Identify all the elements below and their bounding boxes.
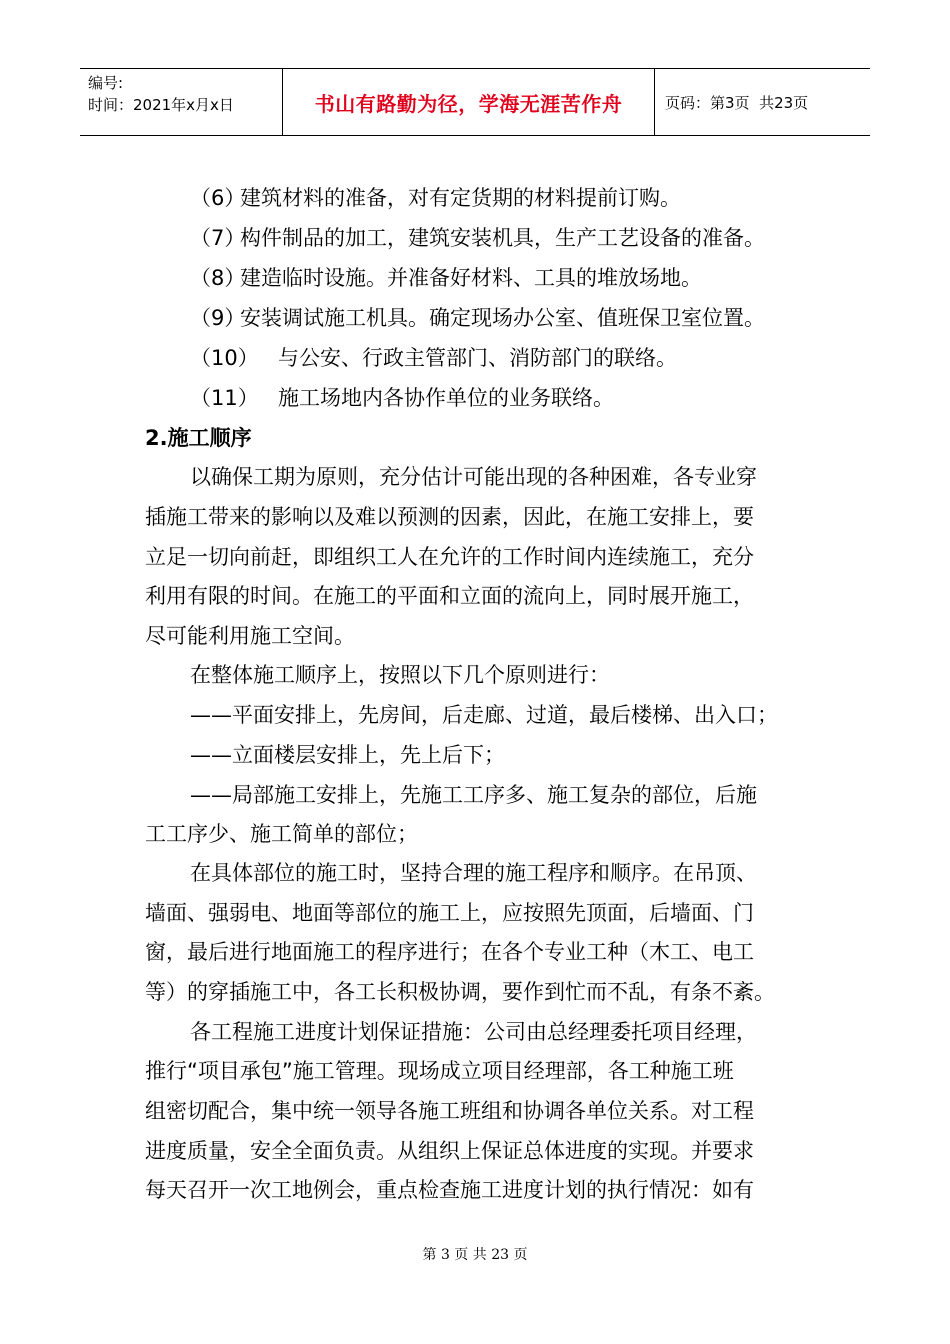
paragraph-line: 每天召开一次工地例会，重点检查施工进度计划的执行情况：如有	[145, 1178, 754, 1202]
principle-item: ——立面楼层安排上，先上后下；	[190, 743, 505, 767]
list-item-text: 构件制品的加工，建筑安装机具，生产工艺设备的准备。	[240, 226, 765, 250]
paragraph-line: 组密切配合，集中统一领导各施工班组和协调各单位关系。对工程	[145, 1099, 754, 1123]
paragraph-line: 利用有限的时间。在施工的平面和立面的流向上，同时展开施工，	[145, 584, 754, 608]
paragraph-line: 尽可能利用施工空间。	[145, 624, 355, 648]
page-header	[80, 68, 870, 136]
list-item-number: （9）	[190, 306, 246, 330]
paragraph-line: 在整体施工顺序上，按照以下几个原则进行：	[190, 663, 610, 687]
paragraph-line: 推行“项目承包”施工管理。现场成立项目经理部，各工种施工班	[145, 1059, 734, 1083]
header-page-cell	[655, 69, 870, 135]
page-footer: 第 3 页 共 23 页	[422, 1247, 528, 1263]
list-item	[190, 184, 681, 212]
header-motto-cell	[282, 69, 655, 135]
list-item-number: （11）	[190, 386, 259, 410]
page-indicator: 页码：第3页 共23页	[665, 93, 809, 112]
paragraph-line: 进度质量，安全全面负责。从组织上保证总体进度的实现。并要求	[145, 1139, 754, 1163]
header-meta	[80, 69, 282, 135]
list-item-number: （7）	[190, 226, 246, 250]
paragraph-line: 等）的穿插施工中，各工长积极协调，要作到忙而不乱，有条不紊。	[145, 980, 775, 1004]
list-item-text: 建筑材料的准备，对有定货期的材料提前订购。	[240, 186, 681, 210]
paragraph-line: 立足一切向前赶，即组织工人在允许的工作时间内连续施工，充分	[145, 545, 754, 569]
list-item-number: （10）	[190, 346, 259, 370]
list-item	[190, 384, 614, 412]
paragraph-line: 在具体部位的施工时，坚持合理的施工程序和顺序。在吊顶、	[190, 861, 757, 885]
document-number-label: 编号:	[88, 74, 124, 92]
list-item-text: 安装调试施工机具。确定现场办公室、值班保卫室位置。	[240, 306, 765, 330]
motto: 书山有路勤为径，学海无涯苦作舟	[314, 91, 623, 116]
list-item	[190, 224, 765, 252]
list-item-number: （6）	[190, 186, 246, 210]
list-item	[190, 344, 677, 372]
paragraph-line: 以确保工期为原则，充分估计可能出现的各种困难，各专业穿	[190, 465, 757, 489]
list-item	[190, 264, 702, 292]
principle-item: ——平面安排上，先房间，后走廊、过道，最后楼梯、出入口；	[190, 703, 778, 727]
list-item-text: 与公安、行政主管部门、消防部门的联络。	[278, 346, 677, 370]
principle-item: ——局部施工安排上，先施工工序多、施工复杂的部位，后施	[190, 783, 757, 807]
paragraph-line: 各工程施工进度计划保证措施：公司由总经理委托项目经理，	[190, 1020, 757, 1044]
section-heading: 2.施工顺序	[145, 426, 252, 450]
document-time: 时间：2021年x月x日	[88, 96, 234, 114]
list-item-number: （8）	[190, 266, 246, 290]
list-item-text: 建造临时设施。并准备好材料、工具的堆放场地。	[240, 266, 702, 290]
principle-item-continuation: 工工序少、施工简单的部位；	[145, 822, 418, 846]
list-item	[190, 304, 765, 332]
paragraph-line: 墙面、强弱电、地面等部位的施工上，应按照先顶面，后墙面、门	[145, 901, 754, 925]
paragraph-line: 插施工带来的影响以及难以预测的因素，因此，在施工安排上，要	[145, 505, 754, 529]
list-item-text: 施工场地内各协作单位的业务联络。	[278, 386, 614, 410]
paragraph-line: 窗，最后进行地面施工的程序进行；在各个专业工种（木工、电工	[145, 940, 754, 964]
